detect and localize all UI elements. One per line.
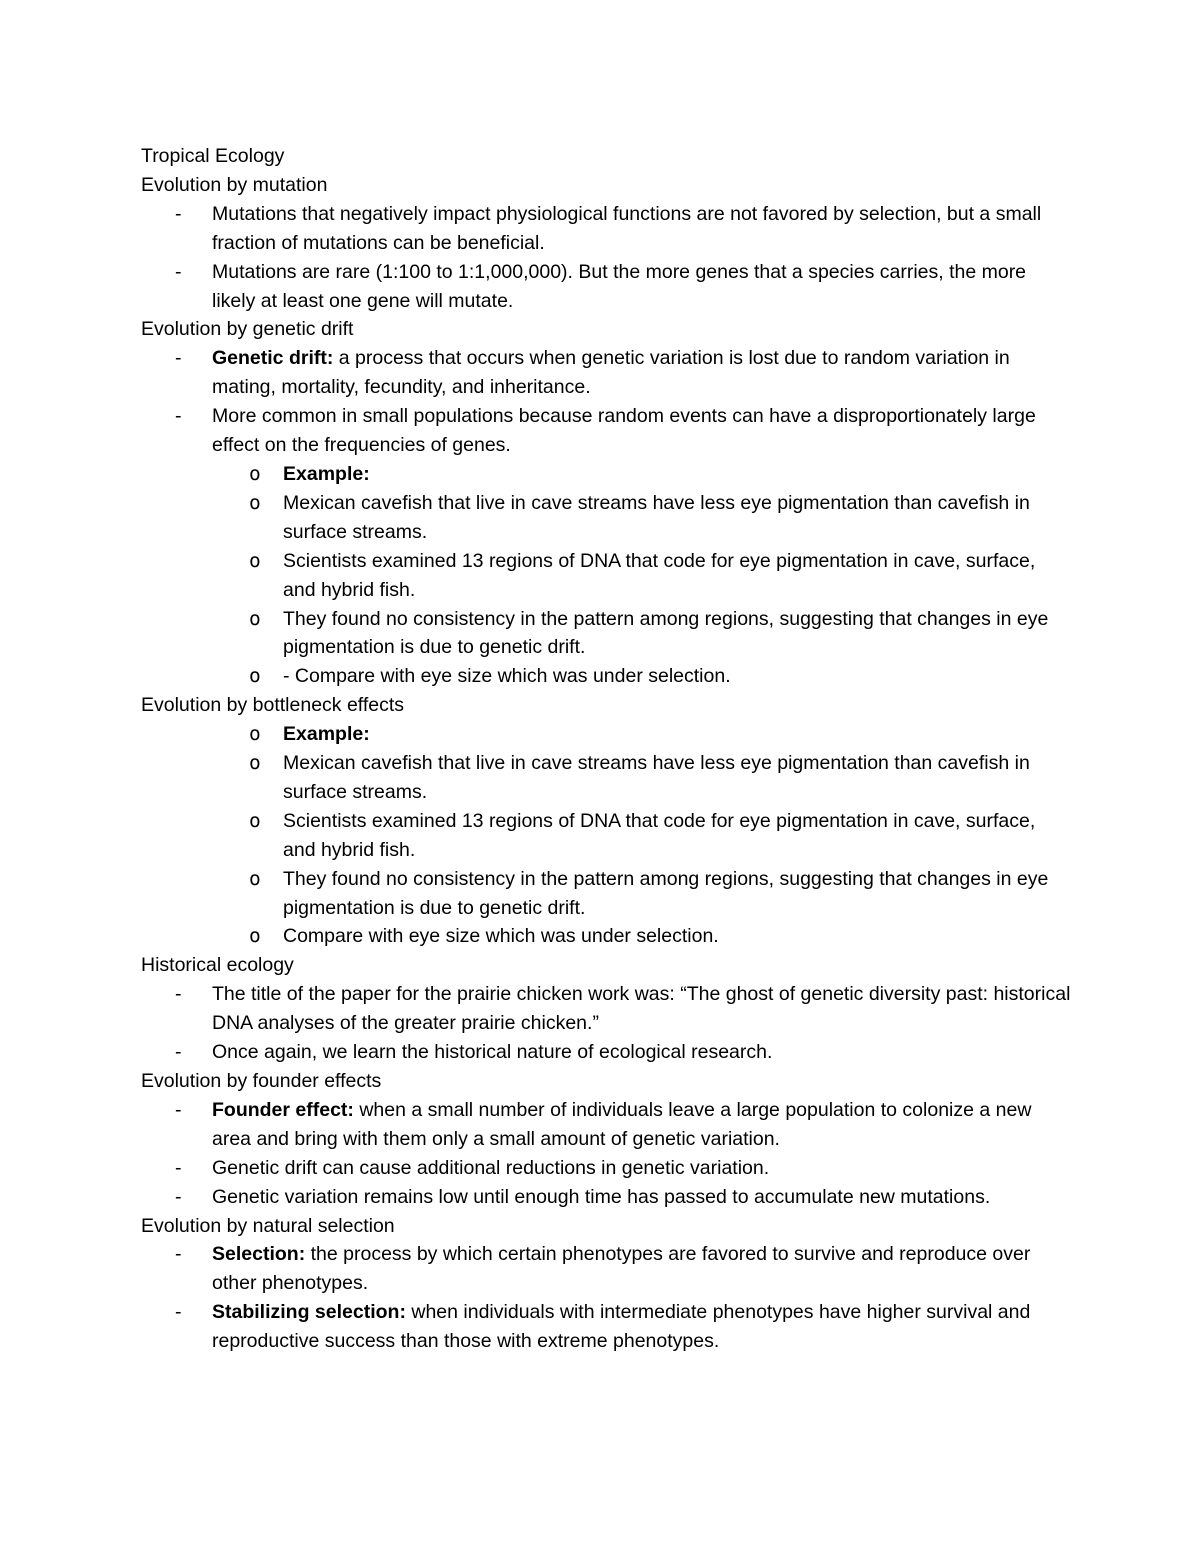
- circle-bullet-icon: o: [249, 606, 261, 630]
- sub-bullet-item: [141, 865, 1071, 923]
- dash-bullet-icon: -: [175, 405, 182, 428]
- item-text: the process by which certain phenotypes are favored to survive and reproduce over other phenotypes.: [212, 1243, 1031, 1295]
- dash-bullet-icon: -: [175, 1098, 182, 1121]
- circle-bullet-icon: o: [249, 751, 261, 775]
- item-text: Mexican cavefish that live in cave streams have less eye pigmentation than cavefish in surface streams.: [283, 752, 1030, 803]
- sub-bullet-item: [141, 605, 1071, 663]
- term-label: Selection:: [212, 1243, 306, 1266]
- circle-bullet-icon: o: [249, 664, 261, 688]
- bullet-item: [141, 1240, 1071, 1298]
- sub-bullet-item: [141, 460, 1071, 489]
- bullet-item: [141, 344, 1071, 402]
- dash-bullet-icon: -: [175, 1243, 182, 1266]
- circle-bullet-icon: o: [249, 808, 261, 832]
- item-text: They found no consistency in the pattern among regions, suggesting that changes in eye pigmentation is due to genetic drift.: [283, 867, 1049, 919]
- bullet-item: [141, 402, 1071, 460]
- item-text: when individuals with intermediate phenotypes have higher survival and reproductive success than those with extreme phenotypes.: [212, 1301, 1031, 1353]
- item-text: Mutations that negatively impact physiological functions are not favored by selection, but a small fraction of mutations can be beneficial.: [212, 202, 1042, 254]
- sub-bullet-item: [141, 662, 1071, 691]
- sub-bullet-item: [141, 720, 1071, 749]
- sub-bullet-item: [141, 489, 1071, 547]
- term-label: Example:: [283, 723, 370, 746]
- section-heading: Evolution by mutation: [141, 173, 328, 196]
- bullet-item: [141, 1154, 1071, 1183]
- document-title: Tropical Ecology: [141, 145, 285, 167]
- section-heading: Evolution by bottleneck effects: [141, 694, 405, 717]
- section-heading: Evolution by founder effects: [141, 1070, 382, 1092]
- bullet-item: [141, 1183, 1071, 1212]
- item-text: a process that occurs when genetic variation is lost due to random variation in mating, mortality, fecundity, and inheritance.: [212, 347, 1010, 399]
- document-body: [141, 142, 1071, 1356]
- term-label: Stabilizing selection:: [212, 1301, 406, 1324]
- item-text: Mexican cavefish that live in cave streams have less eye pigmentation than cavefish in surface streams.: [283, 491, 1030, 543]
- item-text: Mutations are rare (1:100 to 1:1,000,000). But the more genes that a species carries, the more likely at least one gene will mutate.: [212, 260, 1027, 312]
- item-text: More common in small populations because random events can have a disproportionately large effect on the frequencies of genes.: [212, 405, 1036, 457]
- bullet-item: [141, 1096, 1071, 1154]
- bullet-item: [141, 258, 1071, 316]
- circle-bullet-icon: o: [249, 866, 261, 890]
- item-text: Scientists examined 13 regions of DNA that code for eye pigmentation in cave, surface, and hybrid fish.: [283, 809, 1036, 861]
- bullet-item: [141, 980, 1071, 1038]
- dash-bullet-icon: -: [175, 347, 182, 370]
- term-label: Example:: [283, 462, 370, 485]
- dash-bullet-icon: -: [175, 260, 182, 283]
- item-text: - Compare with eye size which was under selection.: [283, 665, 731, 688]
- dash-bullet-icon: -: [175, 1185, 182, 1208]
- item-text: Compare with eye size which was under selection.: [283, 925, 719, 948]
- dash-bullet-icon: -: [175, 983, 182, 1006]
- dash-bullet-icon: -: [175, 1301, 182, 1324]
- circle-bullet-icon: o: [249, 722, 261, 746]
- item-text: The title of the paper for the prairie chicken work was: “The ghost of genetic diversity past: historical DNA analyses of the greater prairie chicken.”: [212, 983, 1071, 1035]
- section-heading: Historical ecology: [141, 954, 294, 977]
- sub-bullet-item: [141, 749, 1071, 807]
- item-text: Genetic drift can cause additional reductions in genetic variation.: [212, 1156, 770, 1179]
- term-label: Founder effect:: [212, 1098, 354, 1121]
- dash-bullet-icon: -: [175, 202, 182, 225]
- circle-bullet-icon: o: [249, 548, 261, 572]
- sub-bullet-item: [141, 807, 1071, 865]
- item-text: Once again, we learn the historical nature of ecological research.: [212, 1041, 773, 1064]
- circle-bullet-icon: o: [249, 924, 261, 948]
- bullet-item: [141, 200, 1071, 258]
- bullet-item: [141, 1298, 1071, 1356]
- section-heading: Evolution by natural selection: [141, 1214, 395, 1237]
- item-text: Genetic variation remains low until enough time has passed to accumulate new mutations.: [212, 1185, 991, 1208]
- bullet-item: [141, 1038, 1071, 1067]
- dash-bullet-icon: -: [175, 1041, 182, 1064]
- sub-bullet-item: [141, 922, 1071, 951]
- dash-bullet-icon: -: [175, 1156, 182, 1179]
- circle-bullet-icon: o: [249, 461, 261, 485]
- section-heading: Evolution by genetic drift: [141, 318, 354, 341]
- term-label: Genetic drift:: [212, 347, 334, 370]
- circle-bullet-icon: o: [249, 490, 261, 514]
- item-text: They found no consistency in the pattern among regions, suggesting that changes in eye pigmentation is due to genetic drift.: [283, 607, 1049, 659]
- item-text: when a small number of individuals leave a large population to colonize a new area and bring with them only a small amount of genetic variation.: [212, 1098, 1032, 1150]
- item-text: Scientists examined 13 regions of DNA that code for eye pigmentation in cave, surface, and hybrid fish.: [283, 549, 1036, 601]
- sub-bullet-item: [141, 547, 1071, 605]
